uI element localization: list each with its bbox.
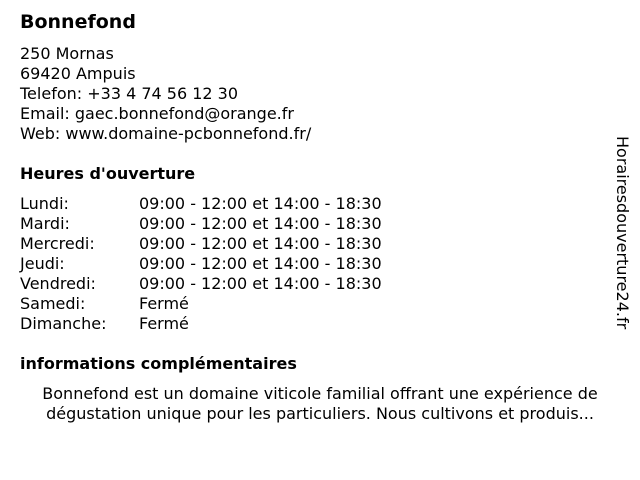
email: Email: gaec.bonnefond@orange.fr [20,104,294,123]
phone: Telefon: +33 4 74 56 12 30 [20,84,239,103]
hours-row-friday [20,274,480,294]
day-label: Samedi: [20,294,86,313]
day-label: Mercredi: [20,234,95,253]
hours-row-saturday [20,294,480,314]
address-line-1: 250 Mornas [20,44,114,63]
hours-value: 09:00 - 12:00 et 14:00 - 18:30 [139,274,382,293]
hours-value: 09:00 - 12:00 et 14:00 - 18:30 [139,194,382,213]
hours-value: 09:00 - 12:00 et 14:00 - 18:30 [139,234,382,253]
hours-value: 09:00 - 12:00 et 14:00 - 18:30 [139,214,382,233]
business-name: Bonnefond [20,11,136,33]
hours-row-wednesday [20,234,480,254]
hours-value: 09:00 - 12:00 et 14:00 - 18:30 [139,254,382,273]
hours-value: Fermé [139,314,189,333]
hours-row-tuesday [20,214,480,234]
hours-value: Fermé [139,294,189,313]
opening-hours-table [20,194,480,334]
additional-info-heading: informations complémentaires [20,354,297,373]
day-label: Dimanche: [20,314,107,333]
site-watermark: Horairesdouverture24.fr [613,136,632,330]
website: Web: www.domaine-pcbonnefond.fr/ [20,124,312,143]
hours-row-thursday [20,254,480,274]
day-label: Vendredi: [20,274,96,293]
address-line-2: 69420 Ampuis [20,64,136,83]
additional-info-text: Bonnefond est un domaine viticole familial offrant une expérience de dégustation unique pour les particuliers. Nous cultivons et produis... [42,384,598,423]
opening-hours-heading: Heures d'ouverture [20,164,196,183]
hours-row-monday [20,194,480,214]
day-label: Lundi: [20,194,69,213]
day-label: Jeudi: [20,254,65,273]
hours-row-sunday [20,314,480,334]
contact-block [20,44,311,144]
day-label: Mardi: [20,214,70,233]
